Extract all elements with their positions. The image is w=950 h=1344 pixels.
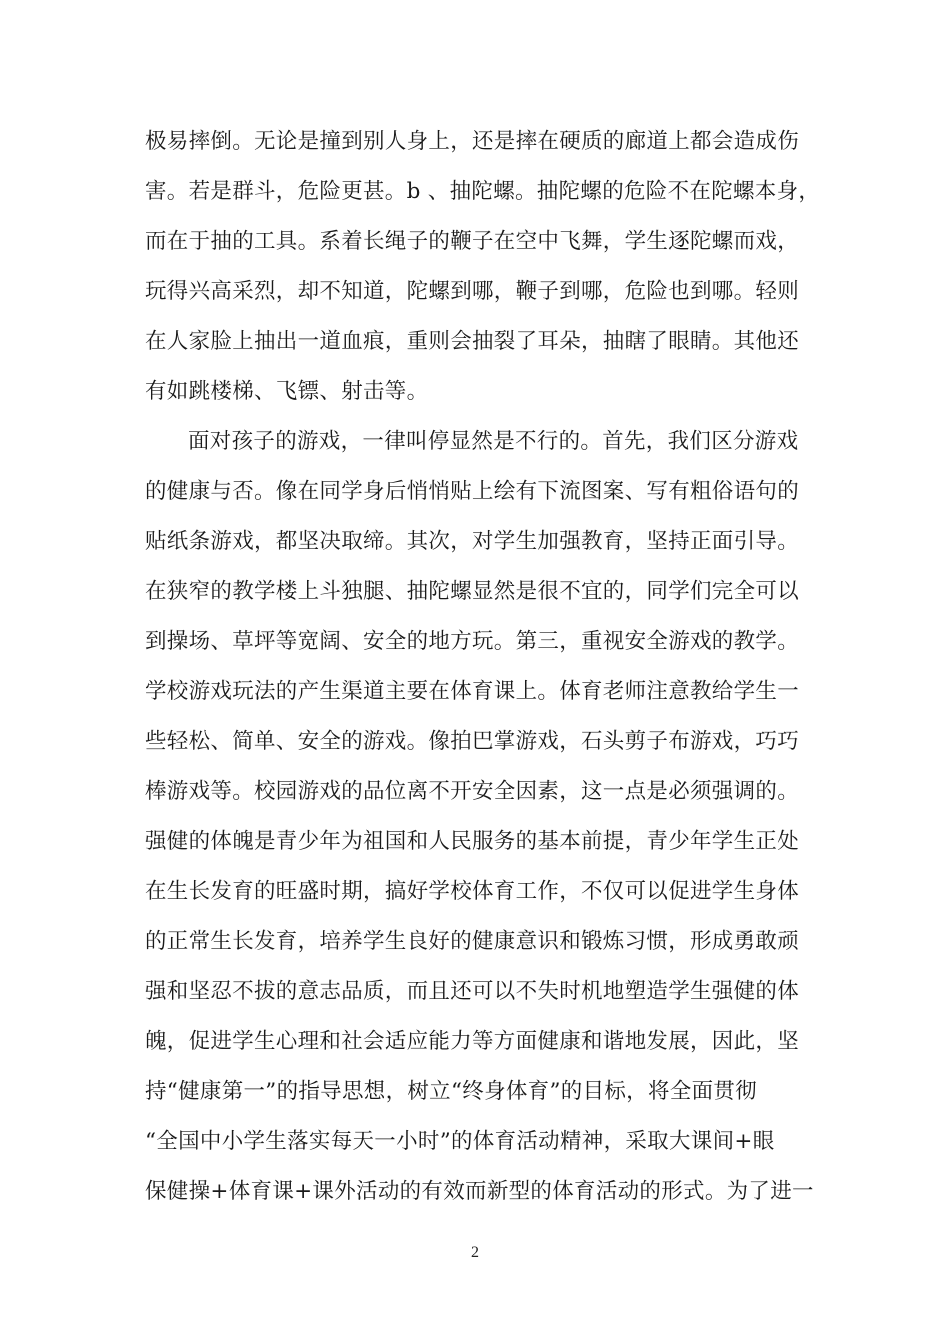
text-line: 在狭窄的教学楼上斗独腿、抽陀螺显然是很不宜的，同学们完全可以 [145,579,800,604]
page-number: 2 [471,1244,479,1261]
text-line: 极易摔倒。无论是撞到别人身上，还是摔在硬质的廊道上都会造成伤 [145,129,800,154]
text-line: 棒游戏等。校园游戏的品位离不开安全因素，这一点是必须强调的。 [145,779,800,804]
text-line: 面对孩子的游戏，一律叫停显然是不行的。首先，我们区分游戏 [188,429,799,454]
text-line: 的健康与否。像在同学身后悄悄贴上绘有下流图案、写有粗俗语句的 [145,479,800,504]
text-line: 而在于抽的工具。系着长绳子的鞭子在空中飞舞，学生逐陀螺而戏， [145,229,800,254]
text-line: 贴纸条游戏，都坚决取缔。其次，对学生加强教育，坚持正面引导。 [145,529,800,554]
text-line: 有如跳楼梯、飞镖、射击等。 [145,379,429,404]
text-line: 魄，促进学生心理和社会适应能力等方面健康和谐地发展，因此，坚 [145,1029,800,1054]
text-line: 害。若是群斗，危险更甚。b 、抽陀螺。抽陀螺的危险不在陀螺本身， [145,179,821,204]
paragraph-2 [145,417,815,1217]
text-line: 强和坚忍不拔的意志品质，而且还可以不失时机地塑造学生强健的体 [145,979,800,1004]
text-line: 保健操+体育课+课外活动的有效而新型的体育活动的形式。为了进一 [145,1179,814,1204]
text-line: 在生长发育的旺盛时期，搞好学校体育工作，不仅可以促进学生身体 [145,879,800,904]
body-text [145,117,821,1217]
text-line: “全国中小学生落实每天一小时”的体育活动精神，采取大课间+眼 [145,1129,775,1154]
text-line: 在人家脸上抽出一道血痕，重则会抽裂了耳朵，抽瞎了眼睛。其他还 [145,329,800,354]
text-line: 强健的体魄是青少年为祖国和人民服务的基本前提，青少年学生正处 [145,829,800,854]
text-line: 到操场、草坪等宽阔、安全的地方玩。第三，重视安全游戏的教学。 [145,629,800,654]
text-line: 学校游戏玩法的产生渠道主要在体育课上。体育老师注意教给学生一 [145,679,800,704]
text-line: 玩得兴高采烈，却不知道，陀螺到哪，鞭子到哪，危险也到哪。轻则 [145,279,800,304]
text-line: 持“健康第一”的指导思想，树立“终身体育”的目标，将全面贯彻 [145,1079,757,1104]
paragraph-1 [145,117,821,417]
text-line: 的正常生长发育，培养学生良好的健康意识和锻炼习惯，形成勇敢顽 [145,929,800,954]
text-line: 些轻松、简单、安全的游戏。像拍巴掌游戏，石头剪子布游戏，巧巧 [145,729,800,754]
